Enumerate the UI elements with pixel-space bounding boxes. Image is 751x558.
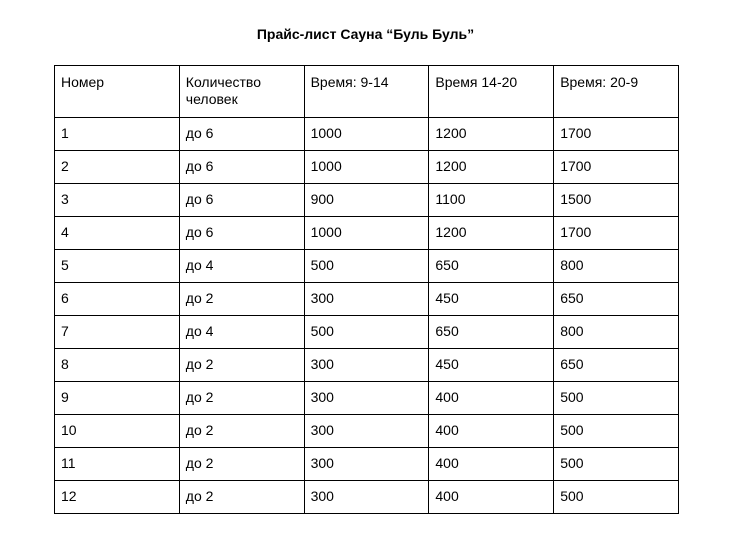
cell-price-20-9: 800 (554, 316, 679, 349)
table-row (55, 316, 679, 349)
cell-room-number: 7 (55, 316, 180, 349)
cell-price-14-20: 650 (429, 250, 554, 283)
cell-price-20-9: 800 (554, 250, 679, 283)
cell-price-9-14: 1000 (304, 217, 429, 250)
cell-price-20-9: 500 (554, 448, 679, 481)
cell-price-20-9: 1700 (554, 217, 679, 250)
cell-people-count: до 2 (179, 382, 304, 415)
cell-price-14-20: 400 (429, 382, 554, 415)
table-row (55, 481, 679, 514)
price-table (54, 65, 679, 514)
cell-people-count: до 4 (179, 250, 304, 283)
table-row (55, 349, 679, 382)
cell-price-9-14: 300 (304, 448, 429, 481)
page-title: Прайс-лист Сауна “Буль Буль” (256, 26, 475, 42)
table-row (55, 217, 679, 250)
header-room-number: Номер (55, 66, 180, 118)
cell-people-count: до 2 (179, 283, 304, 316)
cell-price-9-14: 300 (304, 415, 429, 448)
table-row (55, 151, 679, 184)
cell-price-14-20: 1200 (429, 151, 554, 184)
cell-people-count: до 6 (179, 217, 304, 250)
cell-room-number: 12 (55, 481, 180, 514)
table-row (55, 184, 679, 217)
cell-price-14-20: 450 (429, 283, 554, 316)
header-people-count: Количество человек (179, 66, 304, 118)
cell-price-20-9: 500 (554, 382, 679, 415)
cell-price-14-20: 400 (429, 415, 554, 448)
cell-price-9-14: 1000 (304, 118, 429, 151)
cell-price-14-20: 650 (429, 316, 554, 349)
cell-price-14-20: 1200 (429, 217, 554, 250)
cell-room-number: 2 (55, 151, 180, 184)
cell-room-number: 10 (55, 415, 180, 448)
cell-price-9-14: 300 (304, 382, 429, 415)
header-time-14-20: Время 14-20 (429, 66, 554, 118)
cell-people-count: до 2 (179, 481, 304, 514)
cell-room-number: 6 (55, 283, 180, 316)
cell-price-9-14: 500 (304, 316, 429, 349)
cell-room-number: 5 (55, 250, 180, 283)
table-body (55, 118, 679, 514)
cell-price-14-20: 400 (429, 481, 554, 514)
table-header (55, 66, 679, 118)
cell-price-20-9: 500 (554, 481, 679, 514)
cell-price-9-14: 300 (304, 349, 429, 382)
cell-room-number: 4 (55, 217, 180, 250)
header-row (55, 66, 679, 118)
cell-price-20-9: 650 (554, 283, 679, 316)
cell-price-14-20: 450 (429, 349, 554, 382)
cell-price-14-20: 400 (429, 448, 554, 481)
table-row (55, 118, 679, 151)
cell-price-20-9: 1700 (554, 118, 679, 151)
cell-price-20-9: 650 (554, 349, 679, 382)
cell-price-14-20: 1100 (429, 184, 554, 217)
table-row (55, 415, 679, 448)
cell-people-count: до 6 (179, 151, 304, 184)
cell-price-9-14: 1000 (304, 151, 429, 184)
header-time-9-14: Время: 9-14 (304, 66, 429, 118)
cell-room-number: 1 (55, 118, 180, 151)
cell-people-count: до 6 (179, 184, 304, 217)
cell-people-count: до 2 (179, 415, 304, 448)
cell-price-9-14: 300 (304, 481, 429, 514)
header-time-20-9: Время: 20-9 (554, 66, 679, 118)
cell-price-20-9: 500 (554, 415, 679, 448)
cell-room-number: 11 (55, 448, 180, 481)
cell-price-9-14: 300 (304, 283, 429, 316)
table-row (55, 448, 679, 481)
cell-room-number: 8 (55, 349, 180, 382)
cell-people-count: до 2 (179, 349, 304, 382)
cell-room-number: 3 (55, 184, 180, 217)
table-row (55, 382, 679, 415)
cell-room-number: 9 (55, 382, 180, 415)
cell-price-20-9: 1500 (554, 184, 679, 217)
cell-people-count: до 4 (179, 316, 304, 349)
cell-price-14-20: 1200 (429, 118, 554, 151)
cell-price-9-14: 500 (304, 250, 429, 283)
cell-price-9-14: 900 (304, 184, 429, 217)
cell-people-count: до 2 (179, 448, 304, 481)
cell-people-count: до 6 (179, 118, 304, 151)
cell-price-20-9: 1700 (554, 151, 679, 184)
table-row (55, 283, 679, 316)
table-row (55, 250, 679, 283)
